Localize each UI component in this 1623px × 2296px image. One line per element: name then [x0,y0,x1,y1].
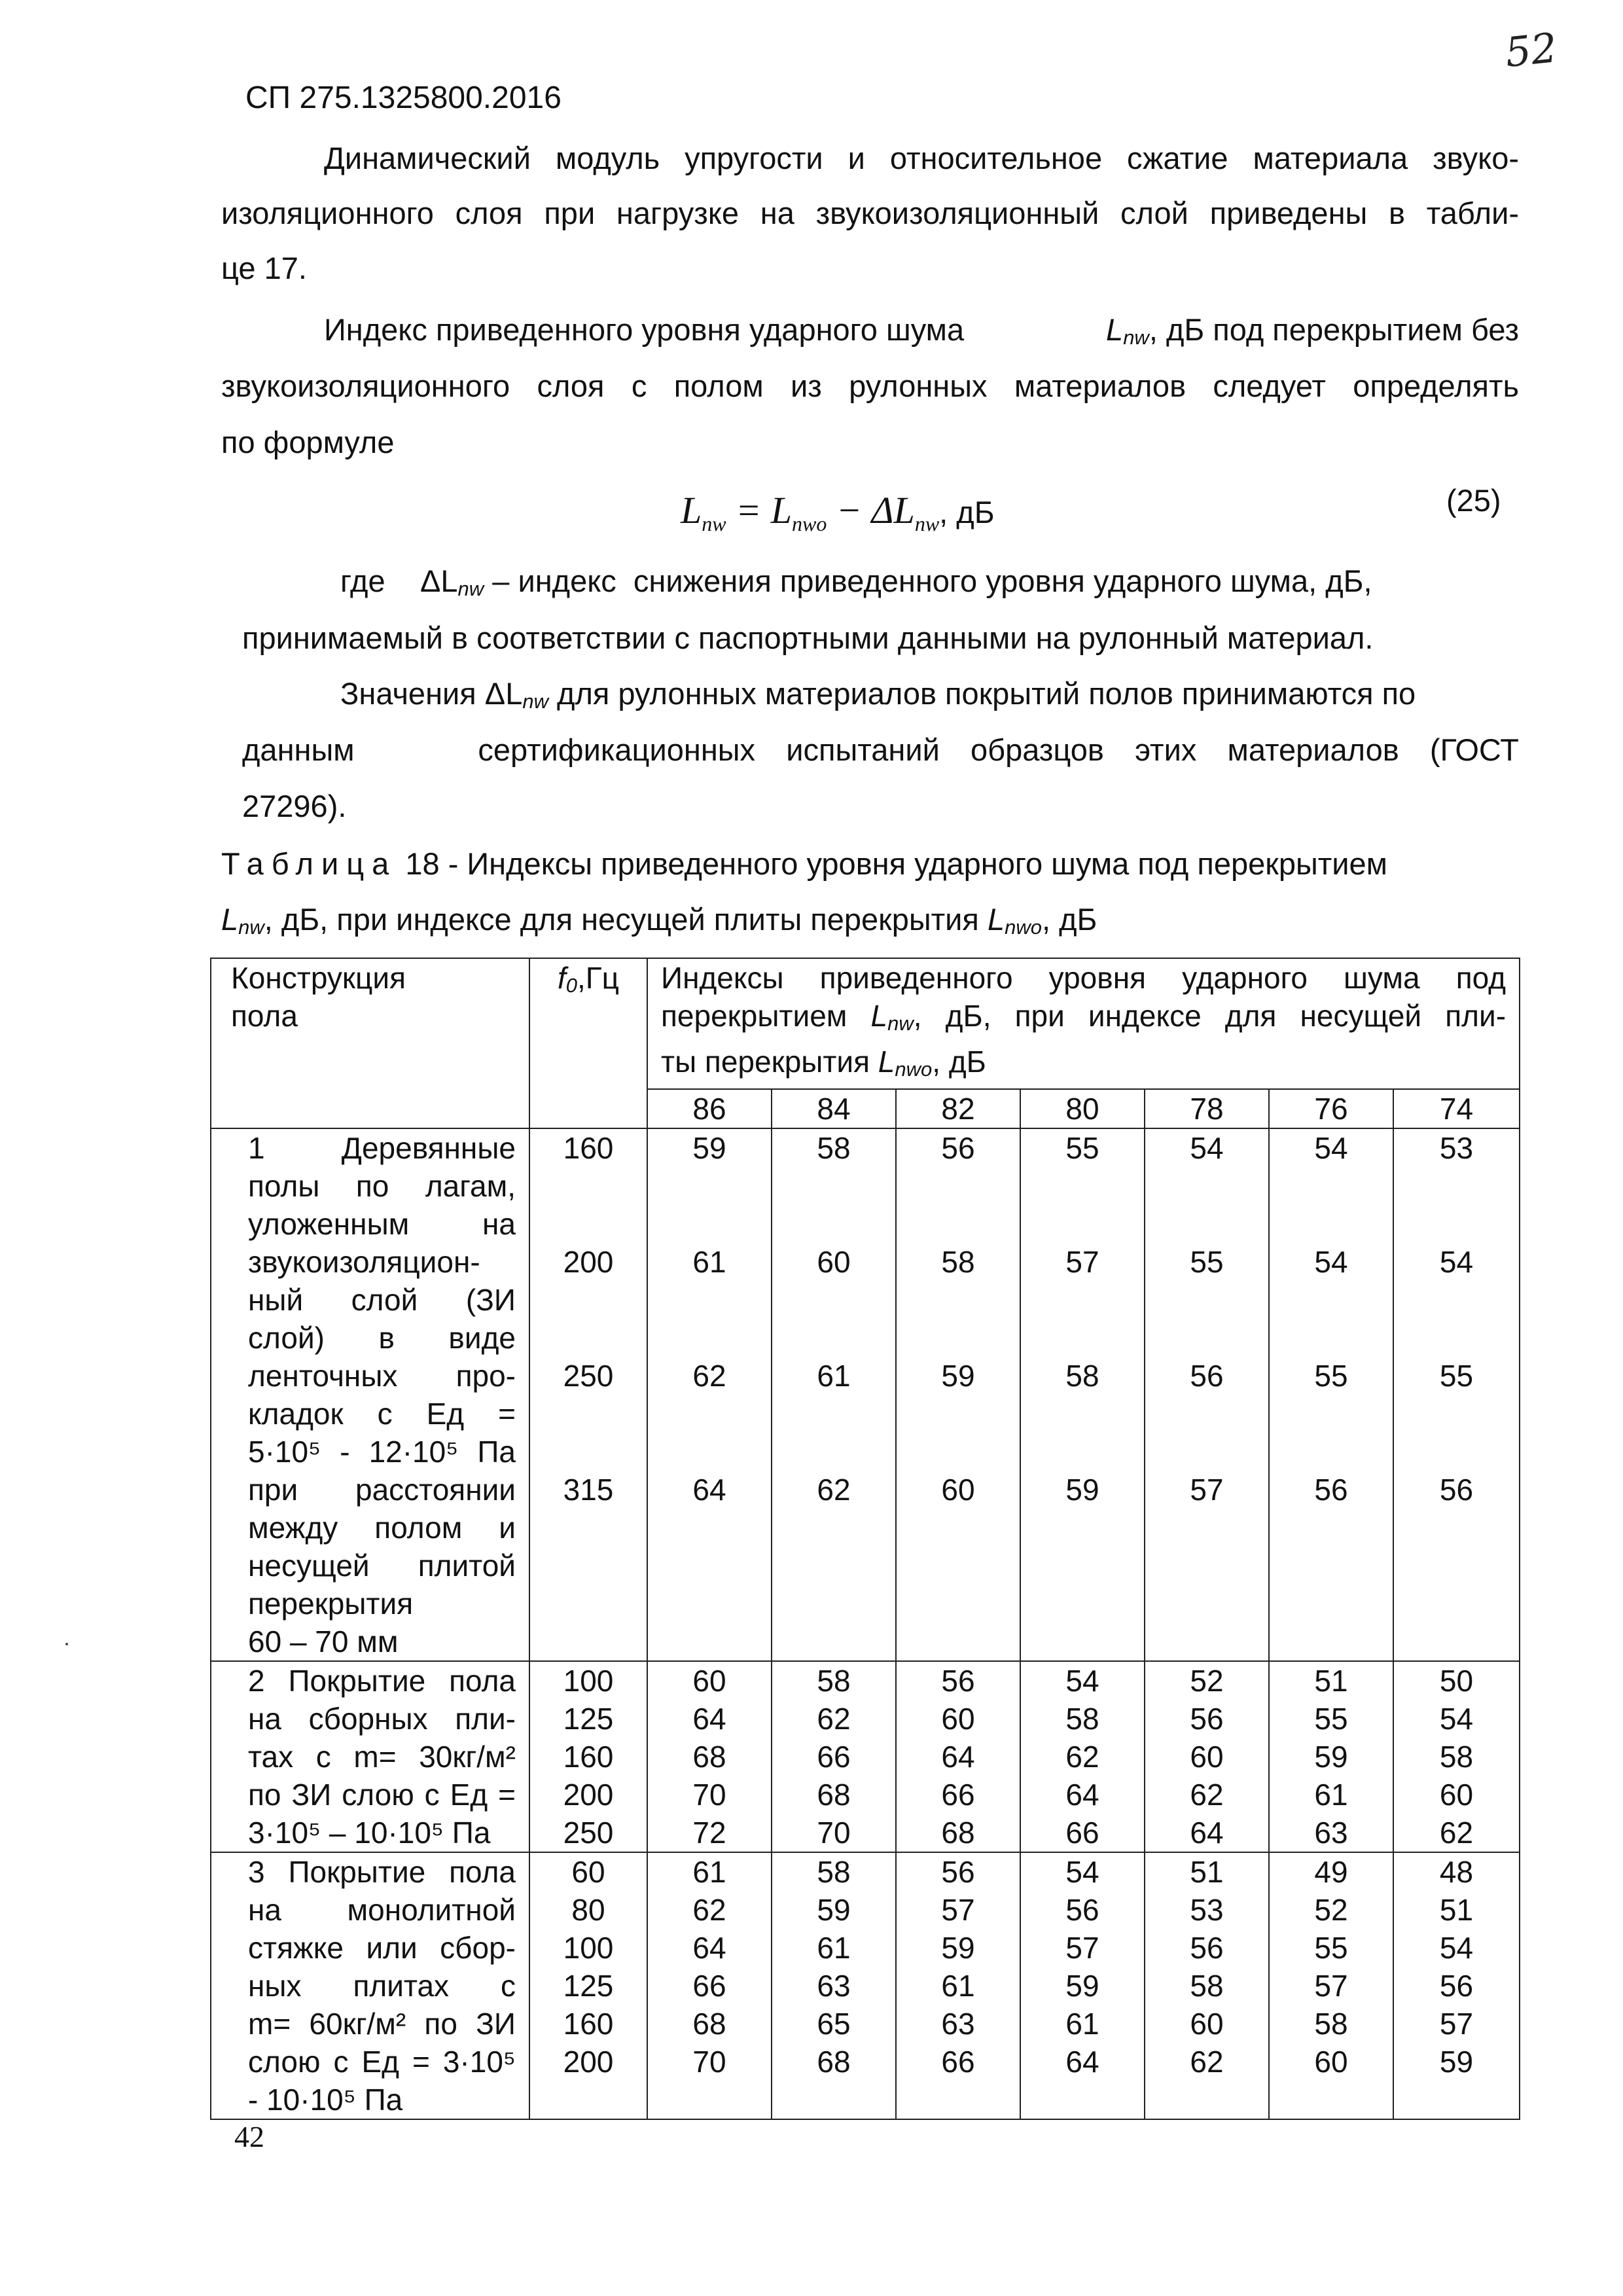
index-cell-value: 55 [1314,1702,1348,1736]
index-cell-value: 66 [941,2045,975,2079]
para3-line3: 27296). [242,789,347,823]
document-code: СП 275.1325800.2016 [245,81,562,115]
index-cell-value: 57 [1065,1931,1099,1965]
index-cell-value: 54 [1314,1131,1348,1165]
index-cell-value: 54 [1190,1131,1224,1165]
index-cell [896,1852,1020,2119]
index-cell [1269,1661,1393,1852]
f0-cell [529,1852,647,2119]
description-line: перекрытия [248,1587,414,1621]
index-cell-value: 60 [1190,2007,1224,2041]
index-cell-value: 51 [1190,1855,1224,1889]
index-cell-value: 60 [1314,2045,1348,2079]
header-f0: $f_0,Гц$ [529,958,647,1128]
index-cell-value: 55 [1190,1245,1224,1279]
index-cell [772,1128,896,1661]
index-cell-value: 51 [1314,1664,1348,1698]
description-line: при расстоянии [248,1473,516,1507]
index-cell [1393,1128,1520,1661]
index-cell-value: 72 [692,1816,726,1850]
f0-cell-value: 200 [563,1778,614,1812]
index-cell-value: 68 [817,2045,851,2079]
index-cell-value: 58 [1439,1740,1474,1774]
index-cell-value: 68 [941,1816,975,1850]
where-label: где [340,564,385,598]
index-cell-value: 60 [692,1664,726,1698]
description-line: тах с m= 30кг/м² [248,1740,516,1774]
index-cell-value: 64 [1065,2045,1099,2079]
index-cell-value: 59 [941,1931,975,1965]
formula-25: $L_{nw} = L_{nwo} - \Delta L_{nw}$, дБ [681,489,995,535]
index-cell-value: 50 [1439,1664,1474,1698]
index-cell-value: 57 [1314,1969,1348,2003]
f0-cell-value: 200 [563,1245,614,1279]
header-index: Индексы приведенного уровня ударного шума под перекрытием $L_{nw}$, дБ, при индексе для несущей пли- ты перекрытия $L_{nwo}$, дБ [647,958,1520,1089]
lnwo-value: 86 [647,1089,772,1128]
para2-line1-pre: Индекс приведенного уровня ударного шума [324,312,965,347]
index-cell-value: 58 [1065,1702,1099,1736]
index-cell-value: 68 [692,2007,726,2041]
index-cell [1145,1852,1269,2119]
index-cell-value: 59 [941,1359,975,1393]
index-cell-value: 64 [1065,1778,1099,1812]
f0-cell [529,1128,647,1661]
index-cell-value: 68 [692,1740,726,1774]
index-cell-value: 65 [817,2007,851,2041]
index-cell-value: 54 [1439,1931,1474,1965]
index-cell-value: 59 [817,1893,851,1927]
index-cell-value: 61 [941,1969,975,2003]
index-cell-value: 57 [941,1893,975,1927]
where-line2: принимаемый в соответствии с паспортными данными на рулонный материал. [242,620,1374,655]
index-cell-value: 60 [941,1702,975,1736]
header-row [211,958,1520,1089]
index-cell-value: 59 [1065,1473,1099,1507]
para2-line2: звукоизоляционного слоя с полом из рулонных материалов следует определять [221,368,1519,403]
index-cell-value: 61 [1314,1778,1348,1812]
index-cell-value: 55 [1065,1131,1099,1165]
f0-cell-value: 100 [563,1664,614,1698]
description-line: m= 60кг/м² по ЗИ [248,2007,516,2041]
header-construction: Конструкция пола [211,958,529,1128]
description-line: ный слой (ЗИ [248,1283,516,1317]
index-cell-value: 58 [1065,1359,1099,1393]
index-cell-value: 49 [1314,1855,1348,1889]
index-cell-value: 62 [1065,1740,1099,1774]
index-cell-value: 53 [1190,1893,1224,1927]
lnwo-value: 76 [1269,1089,1393,1128]
index-cell-value: 58 [817,1131,851,1165]
handwritten-page-number: 52 [1503,24,1560,77]
para2-line1 [324,310,1519,357]
construction-description [211,1128,529,1661]
index-cell-value: 63 [1314,1816,1348,1850]
lnwo-value: 84 [772,1089,896,1128]
description-line: полы по лагам, [248,1169,516,1203]
para1-line2: изоляционного слоя при нагрузке на звукоизоляционный слой приведены в табли- [221,196,1519,230]
index-cell-value: 61 [1065,2007,1099,2041]
lnwo-value: 82 [896,1089,1020,1128]
index-cell-value: 56 [1190,1359,1224,1393]
index-cell-value: 57 [1439,2007,1474,2041]
index-cell-value: 70 [692,2045,726,2079]
formula-number: (25) [1446,483,1501,518]
index-cell-value: 56 [1314,1473,1348,1507]
index-cell-value: 62 [692,1893,726,1927]
index-cell [1020,1128,1145,1661]
description-line: уложенным на [248,1207,516,1241]
index-cell-value: 53 [1439,1131,1474,1165]
index-cell-value: 54 [1065,1855,1099,1889]
f0-cell-value: 125 [563,1702,614,1736]
index-cell-value: 62 [817,1702,851,1736]
index-cell-value: 64 [941,1740,975,1774]
f0-cell-value: 160 [563,2007,614,2041]
f0-cell-value: 250 [563,1359,614,1393]
index-cell-value: 63 [817,1969,851,2003]
where-line1 [340,562,1519,609]
lnwo-value: 80 [1020,1089,1145,1128]
index-cell-value: 58 [817,1855,851,1889]
index-cell-value: 59 [1439,2045,1474,2079]
f0-cell-value: 60 [571,1855,605,1889]
para2-line3: по формуле [221,425,395,459]
description-line: по ЗИ слою с Eд = [248,1778,516,1812]
table-caption-label: Таблица [221,846,397,881]
description-line: 60 – 70 мм [248,1624,399,1659]
table-group-row [211,1128,1520,1661]
index-cell [1145,1661,1269,1852]
description-line: - 10·10⁵ Па [248,2083,403,2117]
f0-cell-value: 200 [563,2045,614,2079]
index-cell-value: 66 [1065,1816,1099,1850]
index-cell [1393,1852,1520,2119]
index-cell-value: 56 [1065,1893,1099,1927]
index-cell-value: 61 [817,1931,851,1965]
index-cell-value: 66 [817,1740,851,1774]
index-cell-value: 66 [941,1778,975,1812]
construction-description [211,1661,529,1852]
index-cell [772,1661,896,1852]
para1-line1: Динамический модуль упругости и относительное сжатие материала звуко- [324,141,1519,175]
index-cell-value: 58 [817,1664,851,1698]
table-caption-line1: Таблица 18 - Индексы приведенного уровня ударного шума под перекрытием [221,846,1387,881]
description-line: 3·10⁵ – 10·10⁵ Па [248,1816,491,1850]
index-cell-value: 68 [817,1778,851,1812]
index-cell [1393,1661,1520,1852]
description-line: 1 Деревянные [248,1131,516,1165]
f0-cell-value: 315 [563,1473,614,1507]
index-cell-value: 48 [1439,1855,1474,1889]
index-cell-value: 60 [1439,1778,1474,1812]
index-cell-value: 64 [692,1702,726,1736]
f0-cell-value: 250 [563,1816,614,1850]
index-cell-value: 59 [692,1131,726,1165]
para2-line1-var: $L_{nw}$, дБ под перекрытием без [1106,312,1519,349]
index-cell-value: 61 [817,1359,851,1393]
index-cell-value: 58 [1190,1969,1224,2003]
index-cell [647,1128,772,1661]
index-cell-value: 60 [1190,1740,1224,1774]
index-cell-value: 62 [1190,2045,1224,2079]
index-cell-value: 61 [692,1245,726,1279]
index-cell-value: 64 [692,1931,726,1965]
where-var: $\Delta L_{nw}$ [420,564,484,600]
index-cell-value: 58 [941,1245,975,1279]
index-cell [772,1852,896,2119]
index-cell-value: 62 [1190,1778,1224,1812]
index-cell-value: 58 [1314,2007,1348,2041]
para3-line1: Значения $\Delta L_{nw}$ для рулонных материалов покрытий полов принимаются по [340,676,1416,713]
index-cell-value: 59 [1065,1969,1099,2003]
index-cell-value: 64 [692,1473,726,1507]
f0-cell [529,1661,647,1852]
index-cell [647,1852,772,2119]
index-cell-value: 64 [1190,1816,1224,1850]
description-line: 3 Покрытие пола [248,1855,516,1889]
index-cell-value: 54 [1065,1664,1099,1698]
index-cell [1145,1128,1269,1661]
description-line: ных плитах с [248,1969,516,2003]
description-line: на монолитной [248,1893,516,1927]
index-cell-value: 60 [941,1473,975,1507]
where-text: – индекс снижения приведенного уровня ударного шума, дБ, [484,564,1372,598]
description-line: стяжке или сбор- [248,1931,516,1965]
index-cell-value: 56 [1439,1969,1474,2003]
construction-description [211,1852,529,2119]
index-cell-value: 62 [692,1359,726,1393]
index-cell [896,1128,1020,1661]
index-cell-value: 51 [1439,1893,1474,1927]
index-cell-value: 59 [1314,1740,1348,1774]
description-line: между полом и [248,1511,516,1545]
description-line: 2 Покрытие пола [248,1664,516,1698]
index-cell-value: 56 [1190,1702,1224,1736]
f0-cell-value: 125 [563,1969,614,2003]
index-cell-value: 66 [692,1969,726,2003]
description-line: 5·10⁵ - 12·10⁵ Па [248,1435,516,1469]
index-cell-value: 56 [941,1664,975,1698]
table-18 [210,958,1520,2120]
index-cell [1020,1661,1145,1852]
para3-line2: данным сертификационных испытаний образцов этих материалов (ГОСТ [242,732,1519,767]
index-cell-value: 55 [1314,1931,1348,1965]
table-caption-line2: $L_{nw}$, дБ, при индексе для несущей плиты перекрытия $L_{nwo}$, дБ [221,902,1097,939]
index-cell-value: 56 [1190,1931,1224,1965]
description-line: слой) в виде [248,1321,516,1355]
index-cell [896,1661,1020,1852]
index-cell [1020,1852,1145,2119]
f0-cell-value: 100 [563,1931,614,1965]
table-group-row [211,1661,1520,1852]
description-line: кладок с Eд = [248,1397,516,1431]
index-cell-value: 57 [1065,1245,1099,1279]
index-cell-value: 61 [692,1855,726,1889]
index-cell [647,1661,772,1852]
description-line: звукоизоляцион- [248,1245,480,1279]
index-cell [1269,1852,1393,2119]
index-cell-value: 56 [941,1855,975,1889]
index-cell-value: 70 [692,1778,726,1812]
description-line: слою с Eд = 3·10⁵ [248,2045,516,2079]
scan-speck [65,1643,68,1645]
index-cell-value: 52 [1190,1664,1224,1698]
description-line: на сборных пли- [248,1702,516,1736]
index-cell-value: 52 [1314,1893,1348,1927]
f0-cell-value: 160 [563,1131,614,1165]
page-number: 42 [234,2120,264,2153]
index-cell-value: 54 [1439,1245,1474,1279]
description-line: несущей плитой [248,1549,516,1583]
index-cell-value: 62 [817,1473,851,1507]
index-cell-value: 56 [1439,1473,1474,1507]
description-line: ленточных про- [248,1359,516,1393]
index-cell-value: 54 [1314,1245,1348,1279]
lnwo-value: 74 [1393,1089,1520,1128]
index-cell-value: 60 [817,1245,851,1279]
index-cell-value: 56 [941,1131,975,1165]
f0-cell-value: 160 [563,1740,614,1774]
lnwo-value: 78 [1145,1089,1269,1128]
index-cell-value: 54 [1439,1702,1474,1736]
index-cell [1269,1128,1393,1661]
index-cell-value: 57 [1190,1473,1224,1507]
index-cell-value: 55 [1439,1359,1474,1393]
para1-line3: це 17. [221,251,307,285]
table-group-row [211,1852,1520,2119]
index-cell-value: 63 [941,2007,975,2041]
index-cell-value: 70 [817,1816,851,1850]
index-cell-value: 55 [1314,1359,1348,1393]
f0-cell-value: 80 [571,1893,605,1927]
index-cell-value: 62 [1439,1816,1474,1850]
